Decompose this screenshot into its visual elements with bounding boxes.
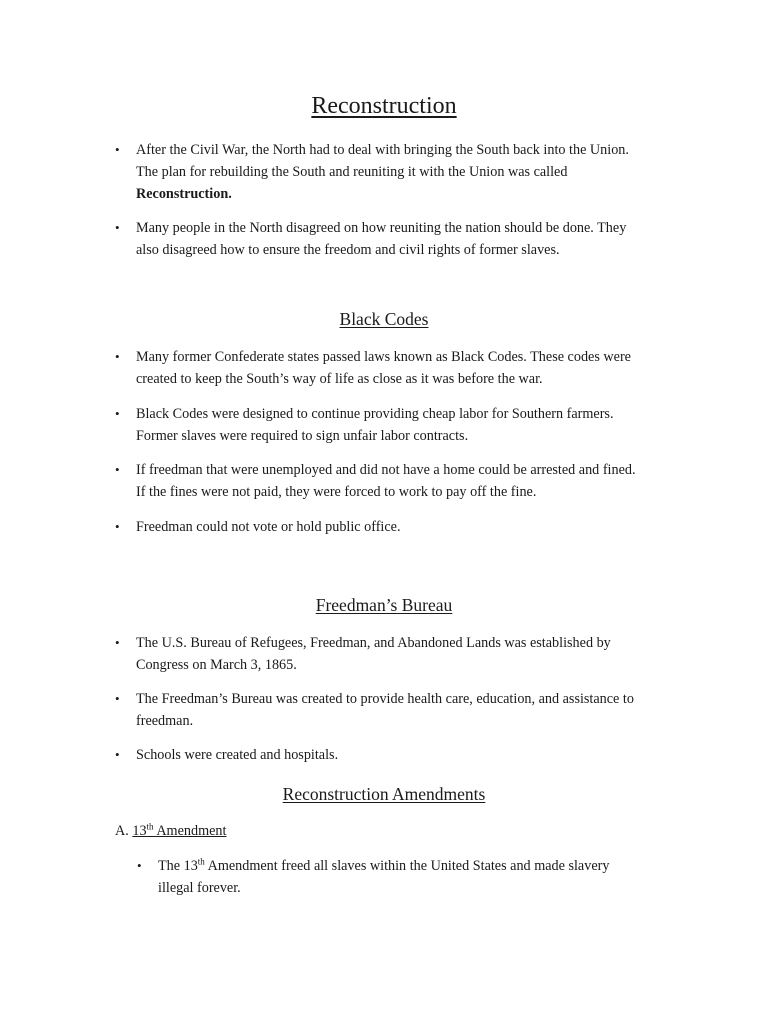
bullet-icon: • — [137, 858, 142, 873]
list-item — [115, 459, 675, 503]
list-item-text: illegal forever. — [158, 880, 241, 896]
bullet-icon: • — [115, 406, 120, 421]
list-item-text: If the fines were not paid, they were forced to work to pay off the fine. — [136, 484, 537, 500]
amendment-word: Amendment — [156, 823, 227, 839]
amendment-text-prefix: The 13 — [158, 858, 198, 874]
list-item-text: After the Civil War, the North had to deal with bringing the South back into the Union. — [136, 142, 629, 158]
bullet-icon: • — [115, 220, 120, 235]
bullet-icon: • — [115, 691, 120, 706]
list-item — [115, 403, 675, 447]
list-item-text: The plan for rebuilding the South and reuniting it with the Union was called — [136, 164, 568, 180]
list-item-text: The U.S. Bureau of Refugees, Freedman, and Abandoned Lands was established by — [136, 635, 611, 651]
list-item-text: Many people in the North disagreed on how reuniting the nation should be done. They — [136, 220, 627, 236]
list-item-text: Schools were created and hospitals. — [136, 747, 339, 763]
list-item — [115, 346, 675, 390]
amendment-letter: A. — [115, 823, 129, 839]
section-heading-freedmans-bureau: Freedman’s Bureau — [315, 595, 453, 615]
section-heading-reconstruction-amendments: Reconstruction Amendments — [282, 784, 486, 804]
list-item — [115, 688, 675, 732]
list-item-text: Former slaves were required to sign unfair labor contracts. — [136, 428, 469, 444]
list-item — [137, 855, 697, 899]
list-item-text: Congress on March 3, 1865. — [136, 657, 297, 673]
bullet-icon: • — [115, 142, 120, 157]
amendment-ordinal: th — [146, 821, 154, 832]
bullet-icon: • — [115, 747, 120, 762]
list-item-text — [158, 855, 697, 877]
list-item — [115, 139, 675, 205]
bullet-icon: • — [115, 462, 120, 477]
amendment-label — [115, 820, 226, 842]
list-item-text: Many former Confederate states passed laws known as Black Codes. These codes were — [136, 349, 631, 365]
list-item-text: Freedman could not vote or hold public office. — [136, 519, 401, 535]
list-item-text: created to keep the South’s way of life as close as it was before the war. — [136, 371, 543, 387]
amendment-title — [132, 823, 226, 839]
list-item-text: freedman. — [136, 713, 194, 729]
list-item-text: The Freedman’s Bureau was created to provide health care, education, and assistance to — [136, 691, 634, 707]
page-title: Reconstruction — [311, 93, 457, 119]
reconstruction-term: Reconstruction. — [136, 186, 232, 202]
list-item — [115, 632, 675, 676]
amendment-number: 13 — [132, 823, 147, 839]
bullet-icon: • — [115, 519, 120, 534]
bullet-icon: • — [115, 635, 120, 650]
amendment-text-ordinal: th — [197, 856, 205, 867]
list-item — [115, 217, 675, 261]
list-item-text: Black Codes were designed to continue providing cheap labor for Southern farmers. — [136, 406, 614, 422]
list-item — [115, 516, 675, 538]
list-item-text: also disagreed how to ensure the freedom and civil rights of former slaves. — [136, 242, 560, 258]
bullet-icon: • — [115, 349, 120, 364]
amendment-text-rest: Amendment freed all slaves within the United States and made slavery — [204, 858, 610, 874]
section-heading-black-codes: Black Codes — [339, 309, 429, 329]
list-item-text: If freedman that were unemployed and did not have a home could be arrested and fined. — [136, 462, 636, 478]
list-item — [115, 744, 675, 766]
